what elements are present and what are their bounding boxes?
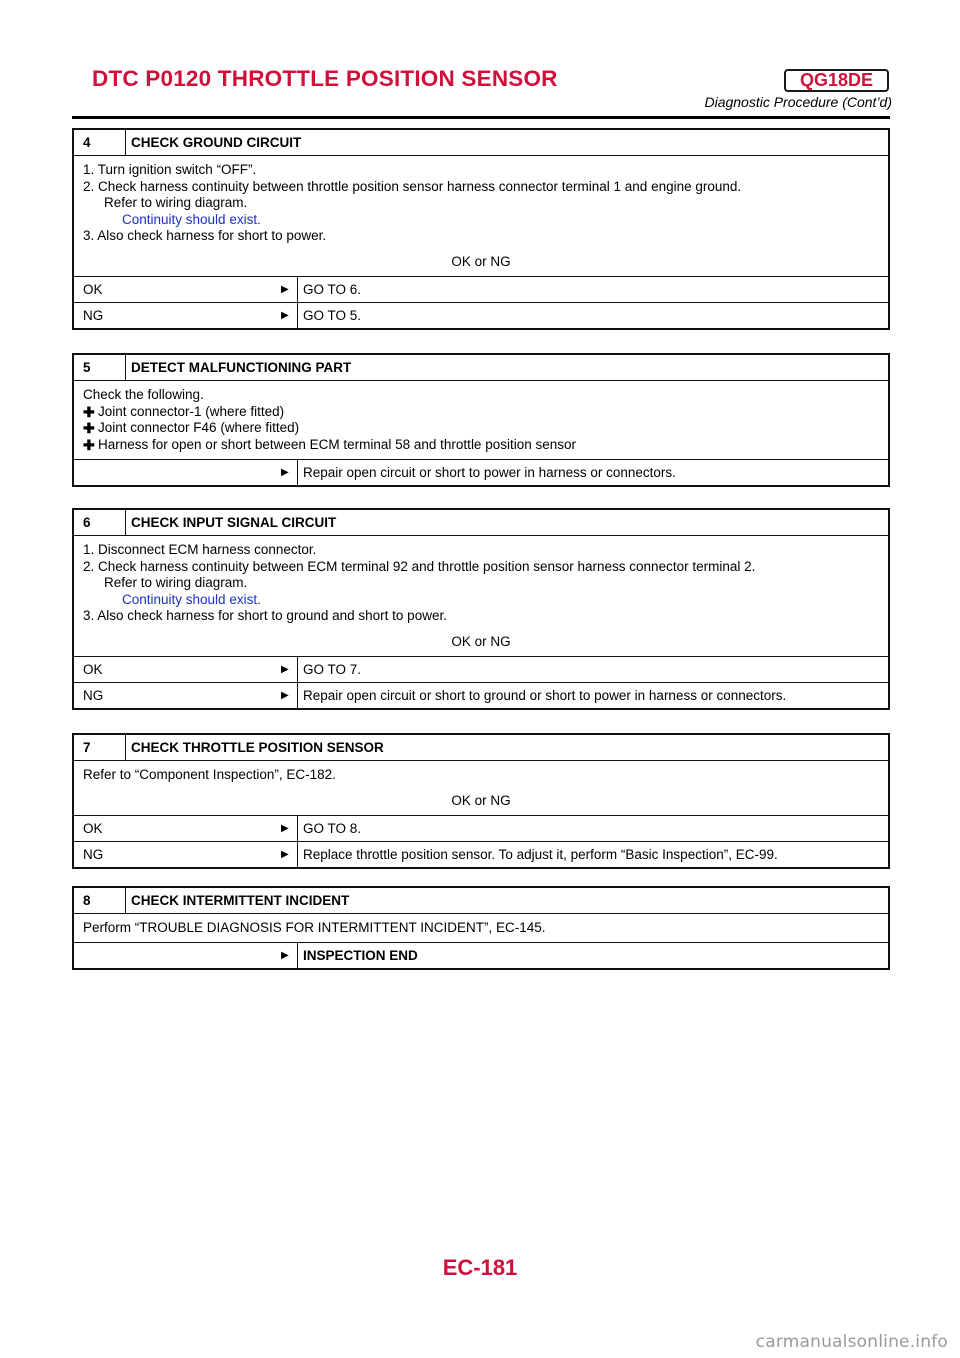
instruction-line: 1. Turn ignition switch “OFF”. [83,162,257,177]
instruction-line: 2. Check harness continuity between throttle position sensor harness connector terminal 1 and engine ground. [83,178,742,194]
result-divider [297,657,298,682]
result-action: GO TO 6. [303,282,362,297]
instruction-line: Perform “TROUBLE DIAGNOSIS FOR INTERMITTENT INCIDENT”, EC-145. [83,920,546,935]
result-label: OK [83,282,103,297]
instruction-line: 2. Check harness continuity between ECM terminal 92 and throttle position sensor harness connector terminal 2. [83,558,756,574]
step-header [74,888,888,914]
arrow-icon: ▶ [281,284,289,295]
result-divider [297,816,298,841]
step-header [74,130,888,156]
step-title: CHECK THROTTLE POSITION SENSOR [131,740,384,755]
step-body [74,156,888,276]
result-divider [297,943,298,968]
step-7 [72,733,890,869]
spec-line: Continuity should exist. [122,591,261,607]
arrow-icon: ▶ [281,664,289,675]
result-row [74,459,888,485]
cross-bullet-icon: ✚ [83,436,95,453]
bullet-item [83,420,879,437]
instruction-line: Refer to wiring diagram. [104,195,248,210]
page-header [0,66,960,122]
result-divider [297,277,298,302]
step-6 [72,508,890,710]
arrow-icon: ▶ [281,849,289,860]
step-number: 6 [83,515,91,530]
result-action: Repair open circuit or short to power in harness or connectors. [303,465,676,480]
result-row-ng [74,841,888,867]
bullet-text: Harness for open or short between ECM terminal 58 and throttle position sensor [98,436,576,452]
step-body [74,536,888,656]
page-title: DTC P0120 THROTTLE POSITION SENSOR [92,66,558,91]
step-title: DETECT MALFUNCTIONING PART [131,360,352,375]
cross-bullet-icon: ✚ [83,420,95,436]
result-row-ng [74,682,888,708]
result-row-ng [74,302,888,328]
arrow-icon: ▶ [281,949,289,961]
step-header [74,355,888,381]
decision-label: OK or NG [451,792,511,808]
step-number: 4 [83,135,91,150]
step-body [74,761,888,815]
step-4 [72,128,890,330]
result-label: OK [83,662,103,677]
instruction-line: 1. Disconnect ECM harness connector. [83,542,317,557]
result-action: GO TO 5. [303,308,362,323]
instruction-line: Check the following. [83,387,204,402]
arrow-icon: ▶ [281,310,289,321]
decision-label: OK or NG [451,633,511,649]
header-divider [125,510,126,535]
bullet-item [83,437,879,454]
step-title: CHECK GROUND CIRCUIT [131,135,302,150]
step-header [74,735,888,761]
result-row-ok [74,276,888,302]
step-5 [72,353,890,487]
step-header [74,510,888,536]
step-title: CHECK INPUT SIGNAL CIRCUIT [131,515,337,530]
result-label: NG [83,688,104,703]
spec-line: Continuity should exist. [122,211,261,227]
instruction-line: Refer to wiring diagram. [104,575,248,590]
header-divider [125,735,126,760]
bullet-text: Joint connector-1 (where fitted) [98,403,285,419]
result-divider [297,842,298,867]
header-divider [125,130,126,155]
result-label: NG [83,308,104,323]
decision-label: OK or NG [451,253,511,269]
result-divider [297,683,298,708]
bullet-text: Joint connector F46 (where fitted) [98,420,300,435]
result-divider [297,460,298,485]
step-body [74,381,888,459]
bullet-item [83,404,879,421]
result-label: NG [83,847,104,862]
result-row [74,942,888,968]
result-divider [297,303,298,328]
result-action: INSPECTION END [303,947,418,963]
result-action: Repair open circuit or short to ground or short to power in harness or connectors. [303,688,787,703]
step-number: 7 [83,740,91,755]
result-action: Replace throttle position sensor. To adjust it, perform “Basic Inspection”, EC-99. [303,847,778,862]
result-action: GO TO 7. [303,662,362,677]
result-row-ok [74,815,888,841]
step-8 [72,886,890,970]
header-divider [125,888,126,913]
result-label: OK [83,821,103,836]
page-subtitle: Diagnostic Procedure (Cont’d) [704,94,892,110]
page-number: EC-181 [442,1255,518,1280]
instruction-line: 3. Also check harness for short to ground and short to power. [83,608,447,623]
instruction-line: 3. Also check harness for short to power. [83,228,327,243]
cross-bullet-icon: ✚ [83,403,95,420]
header-rule [72,116,890,119]
result-row-ok [74,656,888,682]
step-body [74,914,888,942]
arrow-icon: ▶ [281,690,289,701]
step-number: 8 [83,893,91,908]
step-number: 5 [83,360,91,375]
instruction-line: Refer to “Component Inspection”, EC-182. [83,767,336,782]
header-divider [125,355,126,380]
arrow-icon: ▶ [281,467,289,478]
step-title: CHECK INTERMITTENT INCIDENT [131,893,350,908]
result-action: GO TO 8. [303,821,362,836]
arrow-icon: ▶ [281,823,289,834]
watermark: carmanualsonline.info [755,1332,948,1352]
engine-badge: QG18DE [784,69,889,92]
